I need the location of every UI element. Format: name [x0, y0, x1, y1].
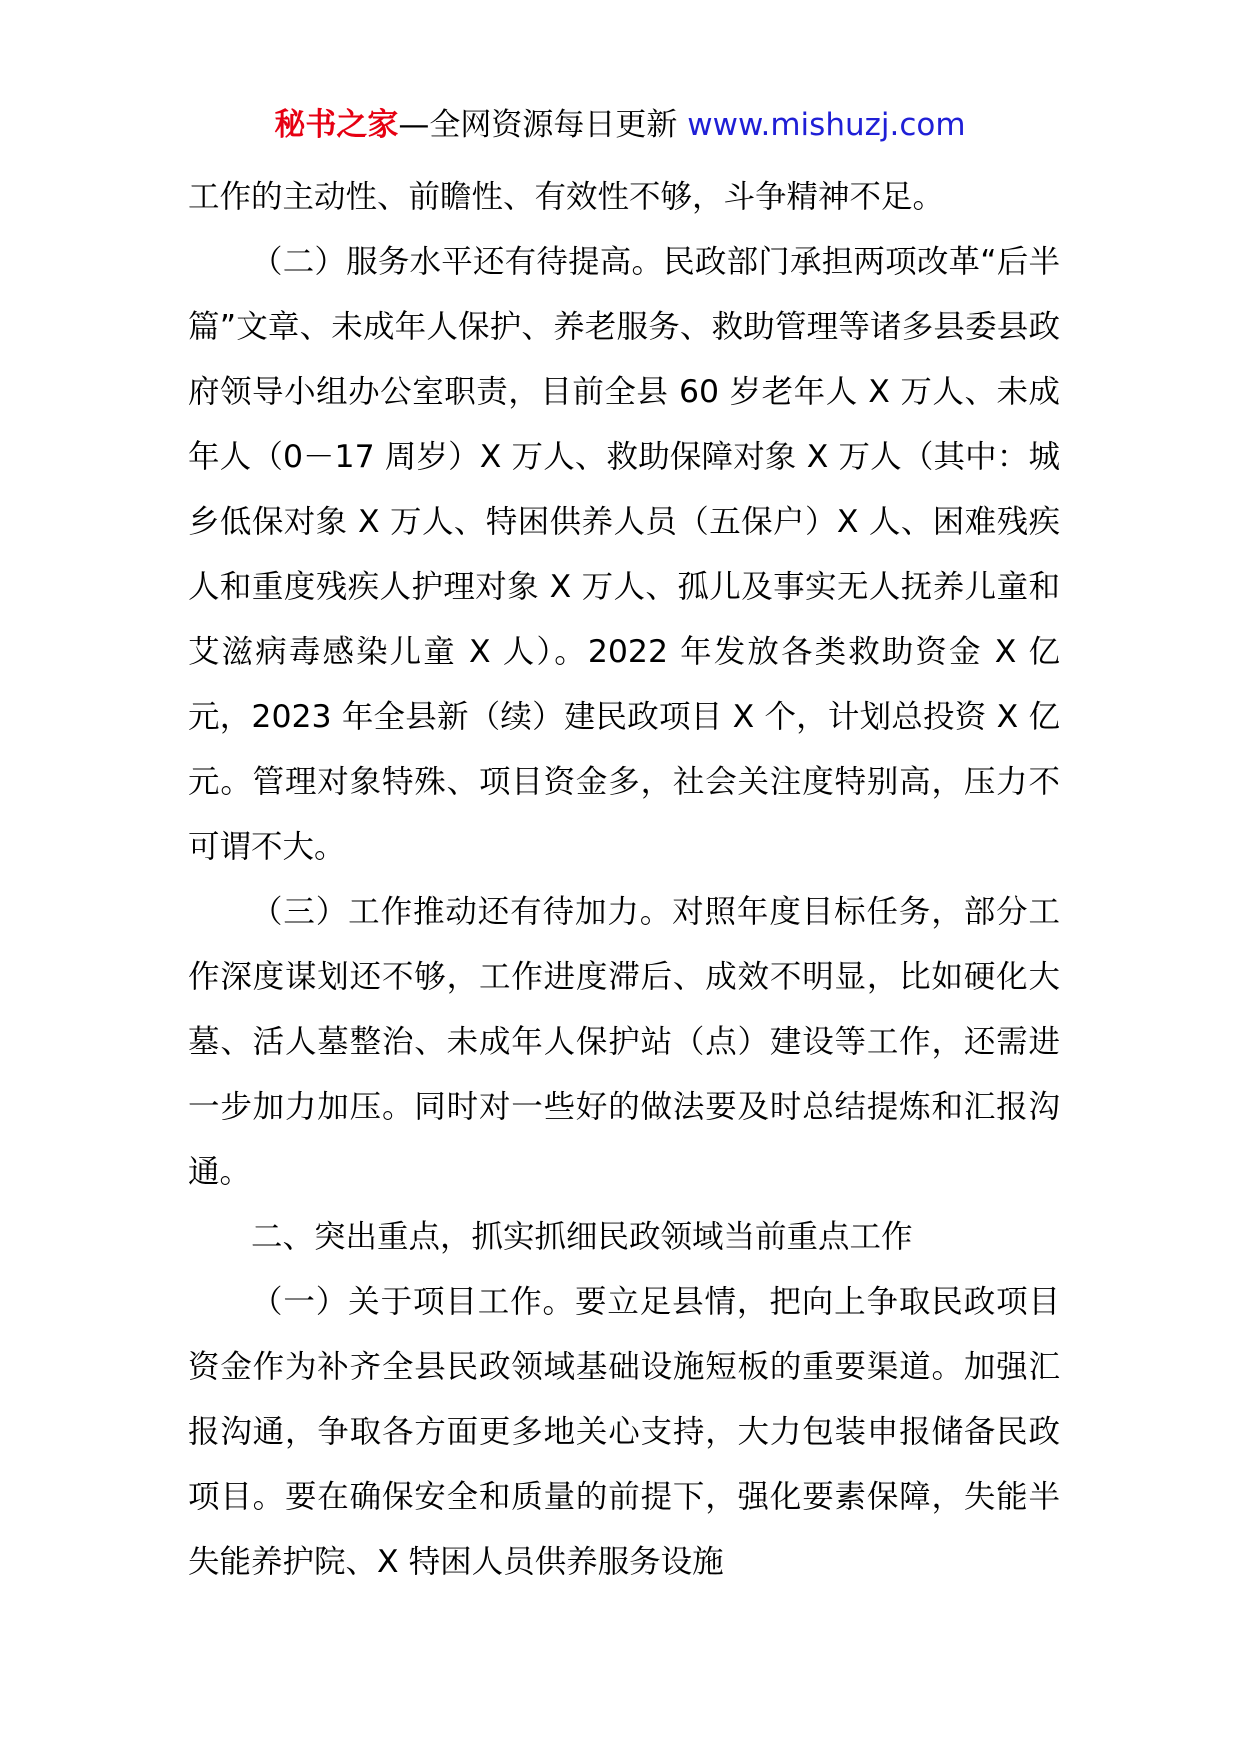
- paragraph-service-level: （二）服务水平还有待提高。民政部门承担两项改革“后半篇”文章、未成年人保护、养老服务、救助管理等诸多县委县政府领导小组办公室职责，目前全县 60 岁老年人 X 万人、未成年人（0－17 周岁）X 万人、救助保障对象 X 万人（其中：城乡低保对象 X 万人、特困供养人员（五保户）X 人、困难残疾人和重度残疾人护理对象 X 万人、孤儿及事实无人抚养儿童和艾滋病毒感染儿童 X 人）。2022 年发放各类救助资金 X 亿元，2023 年全县新（续）建民政项目 X 个，计划总投资 X 亿元。管理对象特殊、项目资金多，社会关注度特别高，压力不可谓不大。: [188, 244, 1060, 865]
- site-tagline: —全网资源每日更新: [398, 107, 688, 143]
- document-body: [188, 165, 1060, 1595]
- paragraph-work-promotion: （三）工作推动还有待加力。对照年度目标任务，部分工作深度谋划还不够，工作进度滞后、成效不明显，比如硬化大墓、活人墓整治、未成年人保护站（点）建设等工作，还需进一步加力加压。同时对一些好的做法要及时总结提炼和汇报沟通。: [188, 894, 1060, 1190]
- section-heading: 二、突出重点，抓实抓细民政领域当前重点工作: [251, 1219, 913, 1255]
- site-header: [0, 100, 1240, 150]
- site-brand: 秘书之家: [274, 107, 399, 143]
- paragraph-continuation: 工作的主动性、前瞻性、有效性不够，斗争精神不足。: [188, 179, 945, 215]
- site-url[interactable]: www.mishuzj.com: [687, 107, 966, 143]
- paragraph-project-work: （一）关于项目工作。要立足县情，把向上争取民政项目资金作为补齐全县民政领域基础设施短板的重要渠道。加强汇报沟通，争取各方面更多地关心支持，大力包装申报储备民政项目。要在确保安全和质量的前提下，强化要素保障，失能半失能养护院、X 特困人员供养服务设施: [188, 1284, 1060, 1580]
